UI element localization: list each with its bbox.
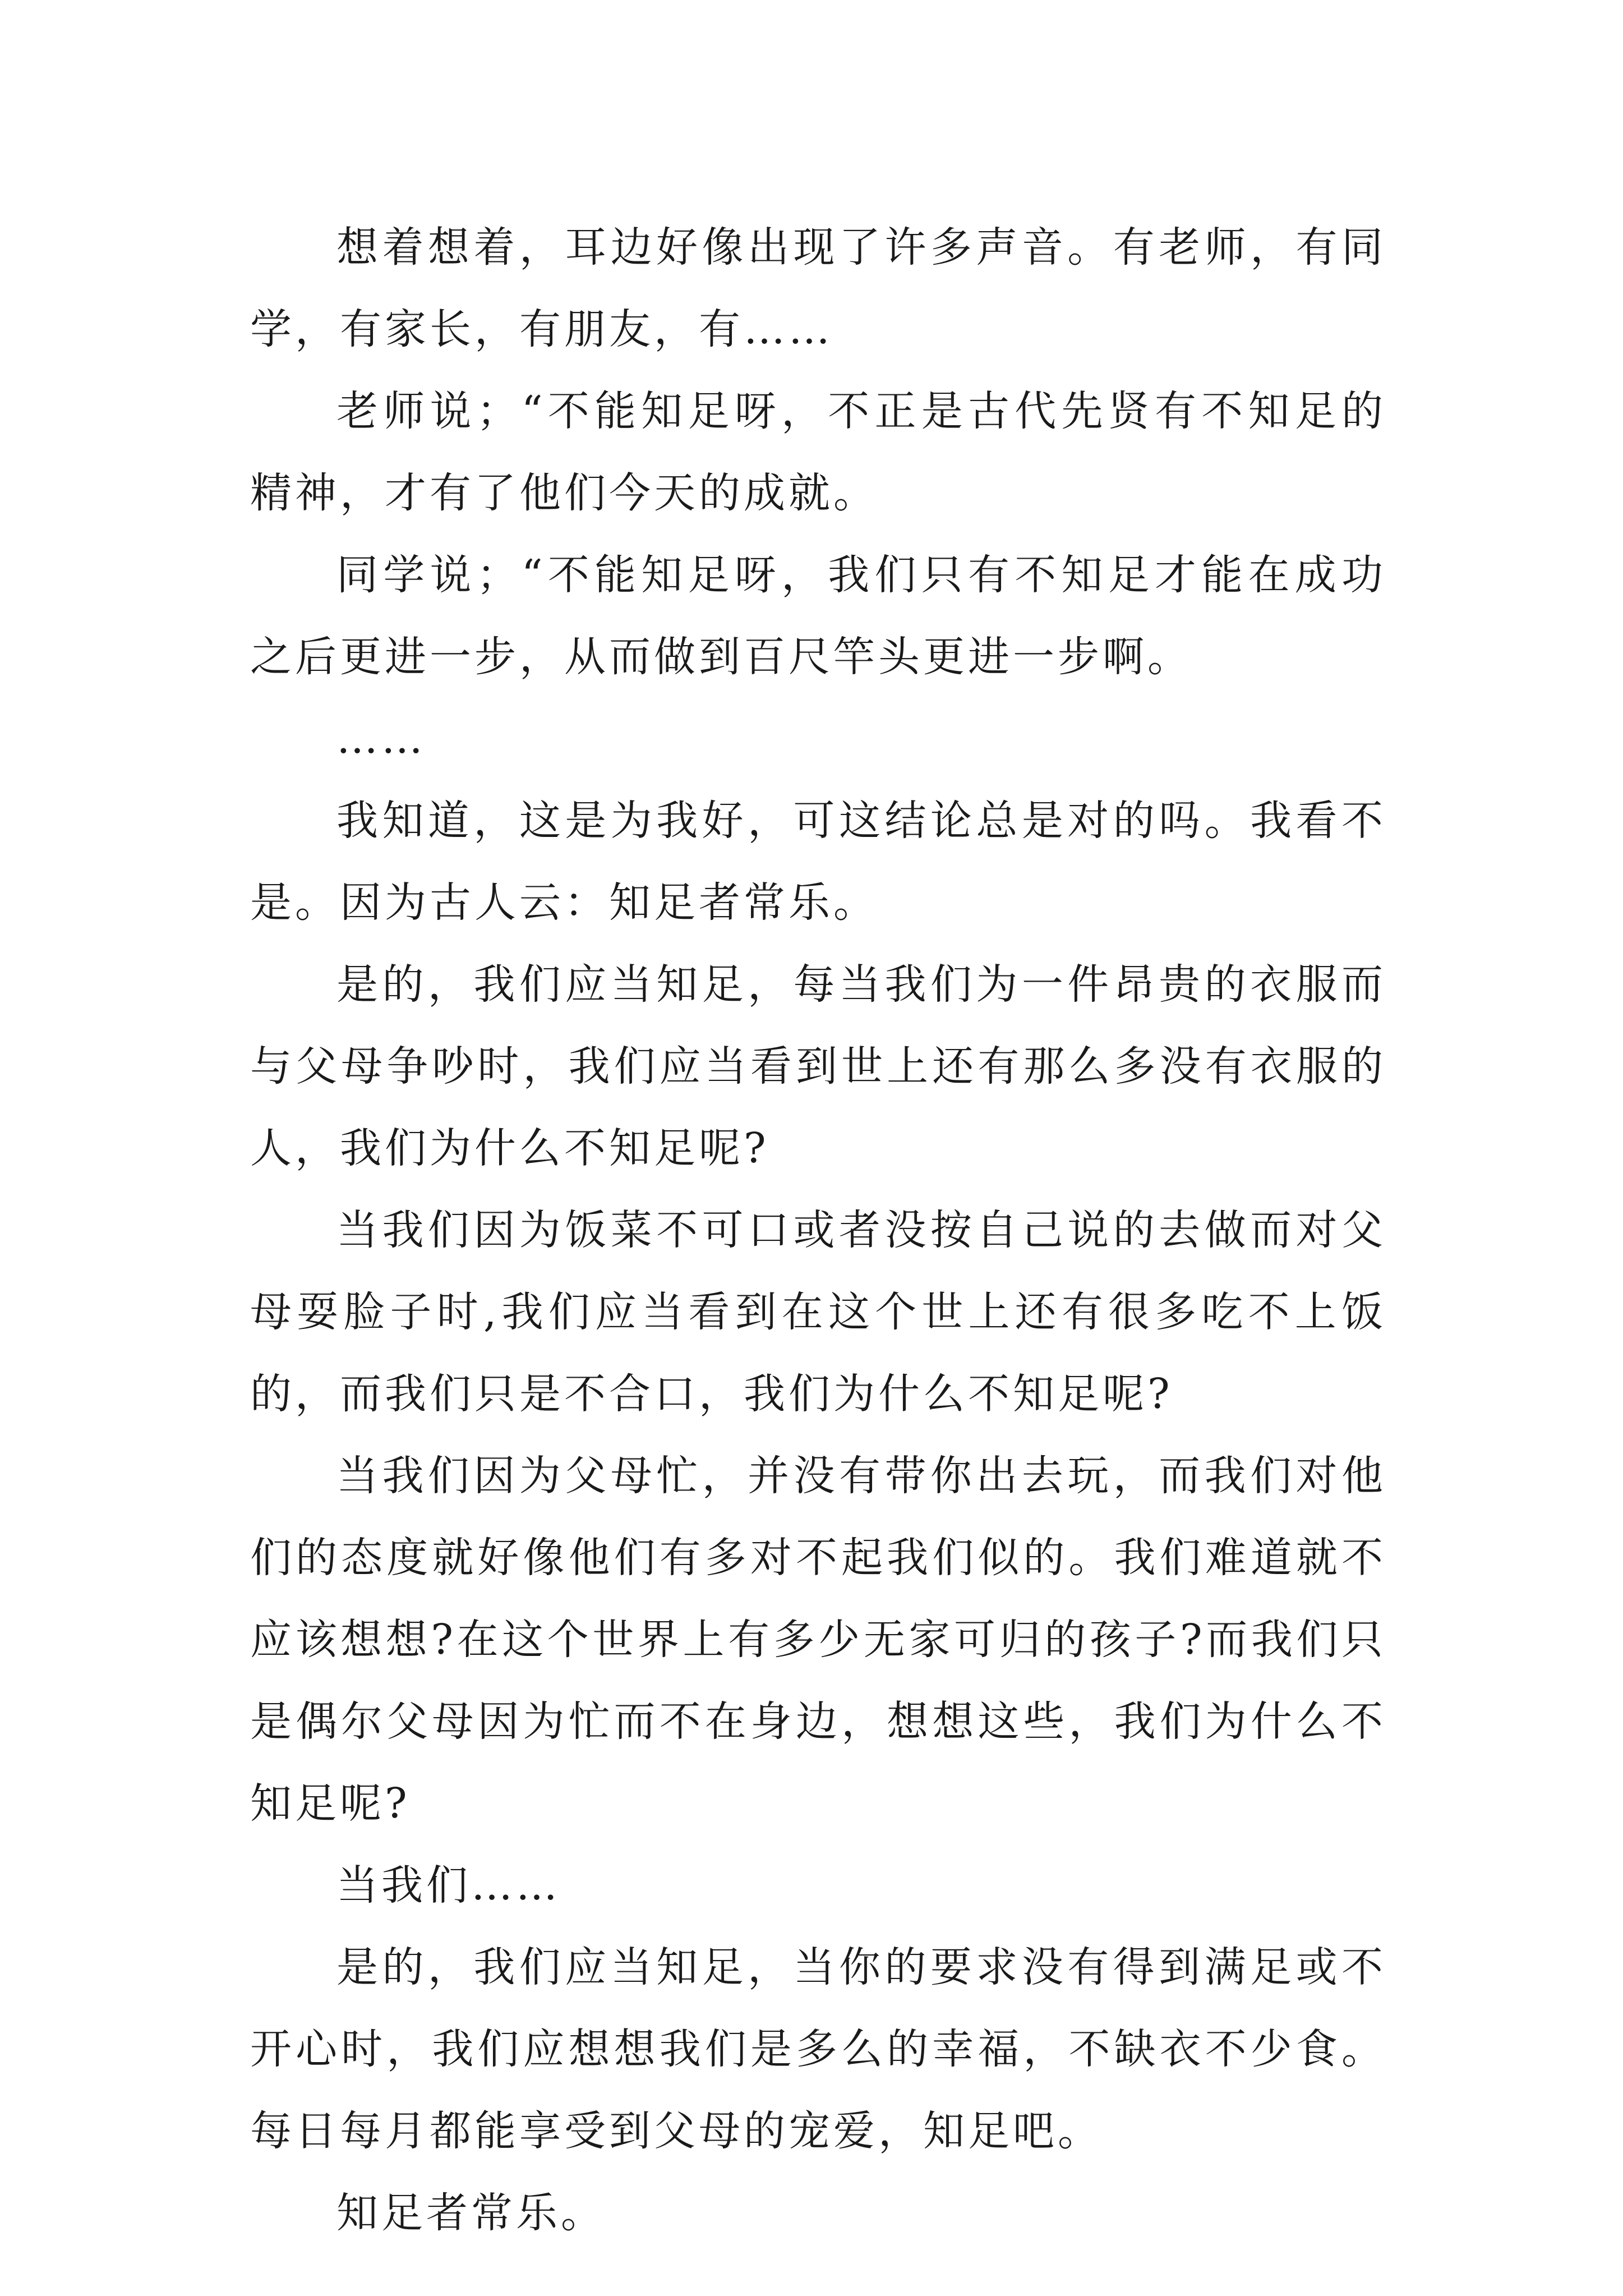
paragraph-parents-busy: 当我们因为父母忙，并没有带你出去玩，而我们对他们的态度就好像他们有多对不起我们似的。我们难道就不应该想想?在这个世界上有多少无家可归的孩子?而我们只是偶尔父母因为忙而不在身边，想想这些，我们为什么不知足呢?	[250, 1452, 1386, 1828]
essay-body	[250, 206, 1386, 2254]
paragraph-when-we: 当我们……	[336, 1861, 561, 1910]
paragraph-food: 当我们因为饭菜不可口或者没按自己说的去做而对父母耍脸子时,我们应当看到在这个世上还有很多吃不上饭的，而我们只是不合口，我们为什么不知足呢?	[250, 1206, 1386, 1418]
paragraph-ancient-saying: 我知道，这是为我好，可这结论总是对的吗。我看不是。因为古人云：知足者常乐。	[250, 797, 1386, 927]
paragraph-be-content: 是的，我们应当知足，当你的要求没有得到满足或不开心时，我们应想想我们是多么的幸福，不缺衣不少食。每日每月都能享受到父母的宠爱，知足吧。	[250, 1943, 1386, 2155]
paragraph-ellipsis: ……	[336, 715, 426, 763]
paragraph-classmate-says: 同学说；“不能知足呀，我们只有不知足才能在成功之后更进一步，从而做到百尺竿头更进一步啊。	[250, 551, 1386, 681]
paragraph-conclusion: 知足者常乐。	[336, 2189, 606, 2237]
paragraph-clothes: 是的，我们应当知足，每当我们为一件昂贵的衣服而与父母争吵时，我们应当看到世上还有那么多没有衣服的人，我们为什么不知足呢?	[250, 960, 1386, 1172]
paragraph-teacher-says: 老师说；“不能知足呀，不正是古代先贤有不知足的精神，才有了他们今天的成就。	[250, 387, 1386, 517]
paragraph-voices: 想着想着，耳边好像出现了许多声音。有老师，有同学，有家长，有朋友，有……	[250, 223, 1386, 353]
